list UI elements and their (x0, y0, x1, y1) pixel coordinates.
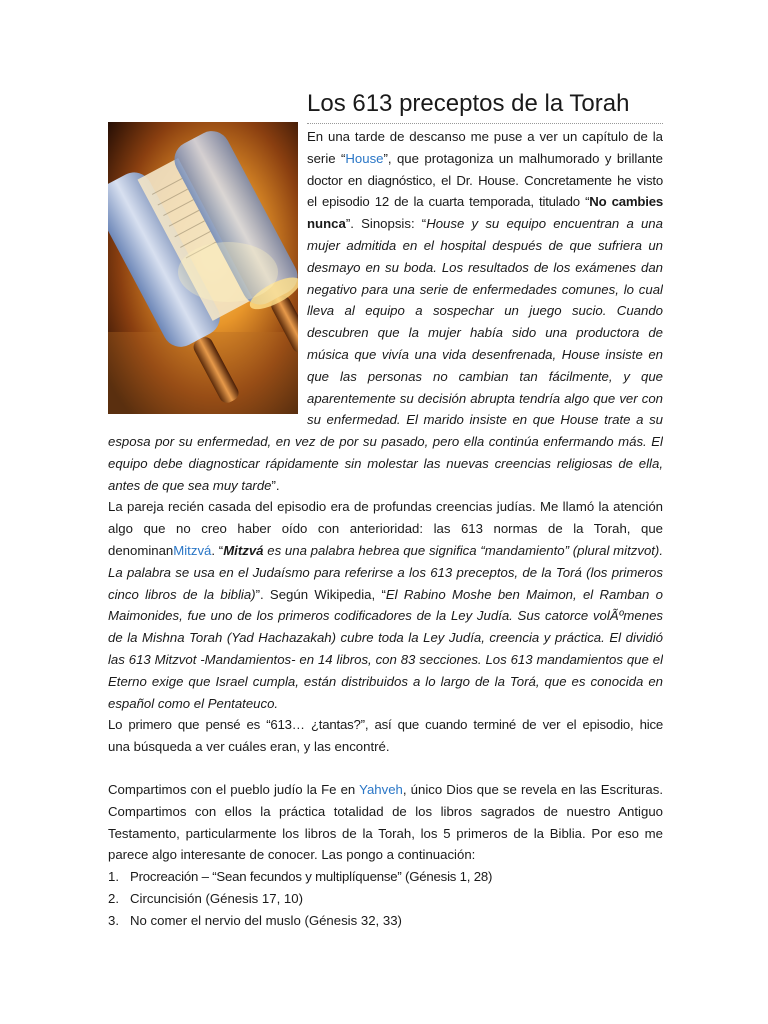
quote-fragment: cinco libros de la biblia) (108, 586, 256, 602)
list-item (108, 866, 668, 888)
list-number: 3. (108, 912, 119, 928)
episode-title-bold: nunca (307, 216, 346, 232)
wikipedia-quote-line: de la Mishna Torah (Yad Hachazakah) cubre toda la Ley Judía, creencia y práctica. El dividió (108, 630, 663, 646)
text-line: algo que no creo haber oído con anterioridad: las 613 normas de la Torah, que (108, 521, 663, 537)
mitzva-term: Mitzvá (223, 542, 264, 558)
paragraph-intro-list (108, 779, 663, 866)
torah-scroll-illustration (108, 122, 298, 414)
synopsis-line: equipo debe diagnosticar rápidamente sin molestar las nuevas creencias religiosas de ella, (108, 455, 663, 471)
wikipedia-quote-line: Maimonides, fue uno de los primeros codificadores de la Ley Judía. Sus catorce volÃºmenes (108, 608, 663, 624)
synopsis-line: música que vivía una vida desenfrenada, House insiste en (307, 346, 663, 362)
synopsis-line: descubren que la mujer había sido una productora de (307, 325, 663, 341)
text-line (307, 191, 663, 213)
list-text: No comer el nervio del muslo (Génesis 32, 33) (130, 912, 402, 928)
wikipedia-quote: El Rabino Moshe ben Maimon, el Ramban o (385, 586, 663, 602)
text-fragment: , único Dios que se revela en las Escrituras. (402, 782, 663, 797)
text-fragment: . “ (211, 542, 224, 558)
synopsis-line: desmayo en su boda. Los resultados de los exámenes dan (307, 259, 663, 275)
text-fragment: Compartimos con el pueblo judío la Fe en (108, 782, 360, 797)
house-link[interactable]: House (345, 150, 384, 166)
text-line: Compartimos con ellos la práctica totalidad de los libros sagrados de nuestro Antiguo (108, 803, 663, 819)
mitzva-definition: es una palabra hebrea que significa “mandamiento” (plural mitzvot). (263, 542, 663, 558)
synopsis-line: esposa por su enfermedad, en vez de por su pasado, pero ella continúa enfermando más. El (108, 434, 663, 449)
text-fragment: ”, que protagoniza un malhumorado y brillante (383, 150, 663, 166)
episode-title-bold: No cambies (589, 194, 663, 210)
synopsis-line: lleva al equipo a sospechar un juego sucio. Cuando (307, 303, 663, 319)
text-fragment: el episodio 12 de la cuarta temporada, titulado “ (307, 194, 590, 210)
synopsis-line: aparentemente su decisión abrupta tendría algo que ver con (307, 390, 663, 406)
text-fragment: ”. (271, 477, 280, 493)
paragraph-synopsis (307, 126, 663, 431)
text-line (108, 779, 663, 801)
text-fragment: ”. Según Wikipedia, “ (255, 586, 386, 602)
synopsis-quote: antes de que sea muy tarde (108, 477, 272, 493)
synopsis-line: su enfermedad. El marido insiste en que House trate a su (307, 412, 663, 428)
paragraph-synopsis-continued (108, 431, 663, 758)
text-line (307, 148, 663, 170)
synopsis-line: mujer admitida en el hospital después de que sufriera un (307, 237, 663, 253)
synopsis-line: que las personas no cambian tan fácilmente, y que (307, 368, 663, 384)
text-fragment: ”. Sinopsis: “ (345, 216, 427, 232)
text-line: Testamento, particularmente los libros de la Torah, los 5 primeros de la Biblia. Por eso me (108, 825, 663, 841)
wikipedia-quote-line: Eterno exige que Israel cumpla, están distribuidos a lo largo de la Torá, que es conocida en (108, 673, 663, 689)
quote-line: La palabra se usa en el Judaísmo para referirse a los 613 preceptos, de la Torá (los primeros (108, 564, 663, 580)
list-item (108, 888, 668, 910)
text-line (108, 584, 663, 606)
text-line (108, 540, 663, 562)
torah-scroll-image (108, 122, 298, 414)
text-line: doctor en diagnóstico, el Dr. House. Concretamente he visto (307, 172, 663, 188)
mitzva-link[interactable]: Mitzvá (173, 542, 212, 558)
text-fragment: denominan (108, 542, 174, 558)
article-title: Los 613 preceptos de la Torah (307, 88, 663, 124)
synopsis-quote: House y su equipo encuentran a una (426, 216, 663, 232)
synopsis-line: negativo para una serie de enfermedades comunes, lo cual (307, 281, 663, 297)
list-item (108, 910, 668, 932)
text-line: La pareja recién casada del episodio era de profundas creencias judías. Me llamó la atención (108, 499, 663, 515)
list-number: 1. (108, 869, 119, 884)
list-text: Circuncisión (Génesis 17, 10) (130, 890, 303, 906)
list-number: 2. (108, 890, 119, 906)
text-line: En una tarde de descanso me puse a ver un capítulo de la (307, 129, 663, 144)
text-line (108, 475, 663, 497)
text-line (307, 213, 663, 235)
list-text: Procreación – “Sean fecundos y multiplíquense” (Génesis 1, 28) (130, 869, 493, 884)
text-line: parece algo interesante de conocer. Las pongo a continuación: (108, 847, 476, 863)
precepts-list (108, 866, 668, 931)
wikipedia-quote-line: español como el Pentateuco. (108, 695, 279, 711)
text-line: una búsqueda a ver cuáles eran, y las encontré. (108, 739, 390, 755)
yahveh-link[interactable]: Yahveh (359, 782, 403, 797)
text-fragment: serie “ (307, 150, 346, 166)
text-line: Lo primero que pensé es “613… ¿tantas?”, así que cuando terminé de ver el episodio, hice (108, 717, 663, 733)
wikipedia-quote-line: las 613 Mitzvot -Mandamientos- en 14 libros, con 83 secciones. Los 613 mandamientos que el (108, 651, 663, 667)
